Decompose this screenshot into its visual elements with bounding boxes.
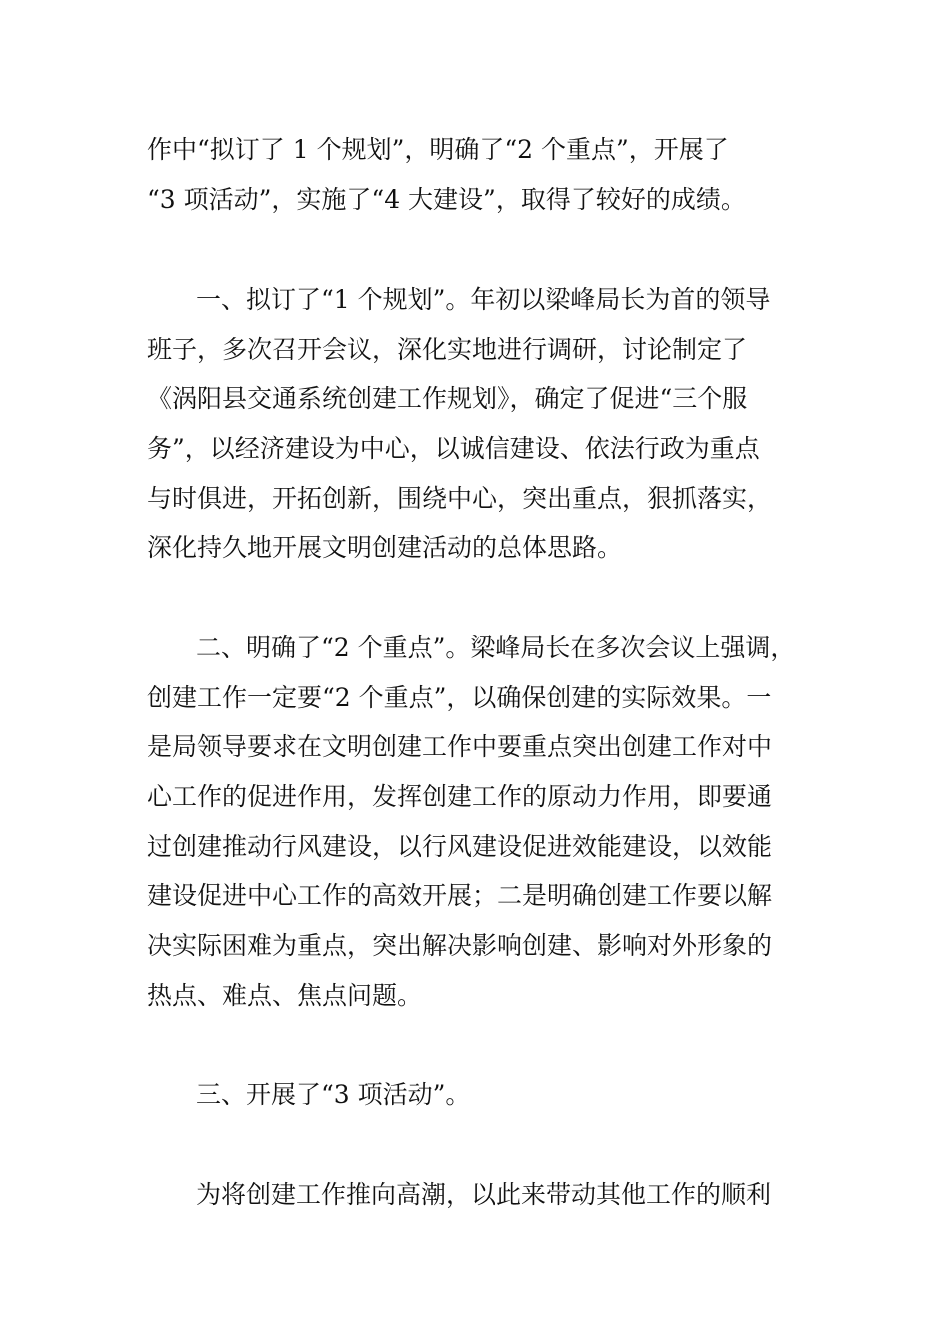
section-1-line-5: 与时俱进，开拓创新，围绕中心，突出重点，狠抓落实， [147, 484, 773, 513]
section-3-paragraph-line-1: 为将创建工作推向高潮，以此来带动其他工作的顺利 [196, 1180, 772, 1209]
section-1-line-2: 班子，多次召开会议，深化实地进行调研，讨论制定了 [147, 335, 748, 364]
section-1-line-6: 深化持久地开展文明创建活动的总体思路。 [147, 533, 623, 562]
section-2-heading-line: 二、明确了“2 个重点”。梁峰局长在多次会议上强调， [196, 633, 796, 662]
section-1-line-4: 务”，以经济建设为中心，以诚信建设、依法行政为重点 [147, 434, 760, 463]
section-2-line-8: 热点、难点、焦点问题。 [147, 981, 423, 1010]
section-2-line-5: 过创建推动行风建设，以行风建设促进效能建设，以效能 [147, 832, 773, 861]
section-2-line-6: 建设促进中心工作的高效开展；二是明确创建工作要以解 [147, 881, 773, 910]
section-3-heading-line: 三、开展了“3 项活动”。 [196, 1080, 471, 1109]
section-1-heading-line: 一、拟订了“1 个规划”。年初以梁峰局长为首的领导 [196, 285, 771, 314]
section-2-line-4: 心工作的促进作用，发挥创建工作的原动力作用，即要通 [147, 782, 773, 811]
section-1-line-3: 《涡阳县交通系统创建工作规划》，确定了促进“三个服 [147, 384, 748, 413]
paragraph-intro-line-2: “3 项活动”，实施了“4 大建设”，取得了较好的成绩。 [147, 185, 746, 214]
section-2-line-3: 是局领导要求在文明创建工作中要重点突出创建工作对中 [147, 732, 773, 761]
paragraph-intro-line-1: 作中“拟订了 1 个规划”，明确了“2 个重点”，开展了 [147, 135, 729, 164]
section-2-line-7: 决实际困难为重点，突出解决影响创建、影响对外形象的 [147, 931, 773, 960]
section-2-line-2: 创建工作一定要“2 个重点”，以确保创建的实际效果。一 [147, 683, 772, 712]
